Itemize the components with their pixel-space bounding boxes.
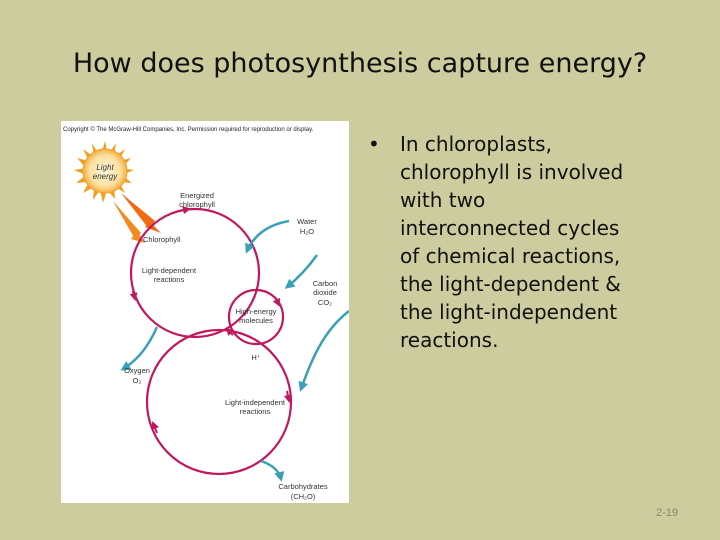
slide-number: 2-19	[655, 507, 678, 519]
bullet-text: In chloroplasts, chlorophyll is involved with two interconnected cycles of chemical reactions, the light-dependent & the light-independent reactions.	[400, 132, 624, 352]
light-independent-label-2: reactions	[239, 407, 271, 416]
slide-title: How does photosynthesis capture energy?	[72, 48, 648, 79]
bullet-icon: •	[368, 132, 380, 156]
copyright-text: Copyright © The McGraw-Hill Companies, Inc. Permission required for reproduction or display.	[63, 127, 314, 133]
cycle-arrow-5	[287, 391, 289, 401]
energized-label-2: chlorophyll	[179, 200, 215, 209]
sun-label-line1: Light	[96, 163, 114, 172]
chlorophyll-label: Chlorophyll	[143, 235, 181, 244]
co2-label-2: dioxide	[313, 288, 337, 297]
water-label-1: Water	[297, 217, 317, 226]
cycle-arrow-1	[179, 209, 189, 211]
co2-label-3: CO₂	[317, 298, 333, 307]
carbohydrates-label-1: Carbohydrates	[278, 482, 328, 491]
light-dependent-label-2: reactions	[153, 275, 185, 284]
oxygen-arrow	[123, 327, 157, 369]
diagram-svg	[61, 121, 349, 503]
energized-label-1: Energized	[180, 191, 214, 200]
sun-label-line2: energy	[92, 172, 118, 181]
oxygen-label-1: Oxygen	[124, 366, 150, 375]
carbohydrates-label-2: (CH₂O)	[290, 492, 316, 501]
light-dependent-label-1: Light-dependent	[141, 266, 197, 275]
oxygen-label-2: O₂	[132, 376, 142, 385]
h-plus-label: H⁺	[251, 353, 261, 362]
carbohydrate-arrow	[261, 461, 281, 479]
co2-label-1: Carbon	[312, 279, 338, 288]
high-energy-label-1: High-energy	[235, 307, 277, 316]
photosynthesis-diagram	[61, 121, 349, 503]
water-label-2: H₂O	[299, 227, 315, 236]
high-energy-label-2: molecules	[239, 316, 273, 325]
co2-input-arrow	[301, 311, 349, 389]
light-independent-label-1: Light-independent	[224, 398, 286, 407]
